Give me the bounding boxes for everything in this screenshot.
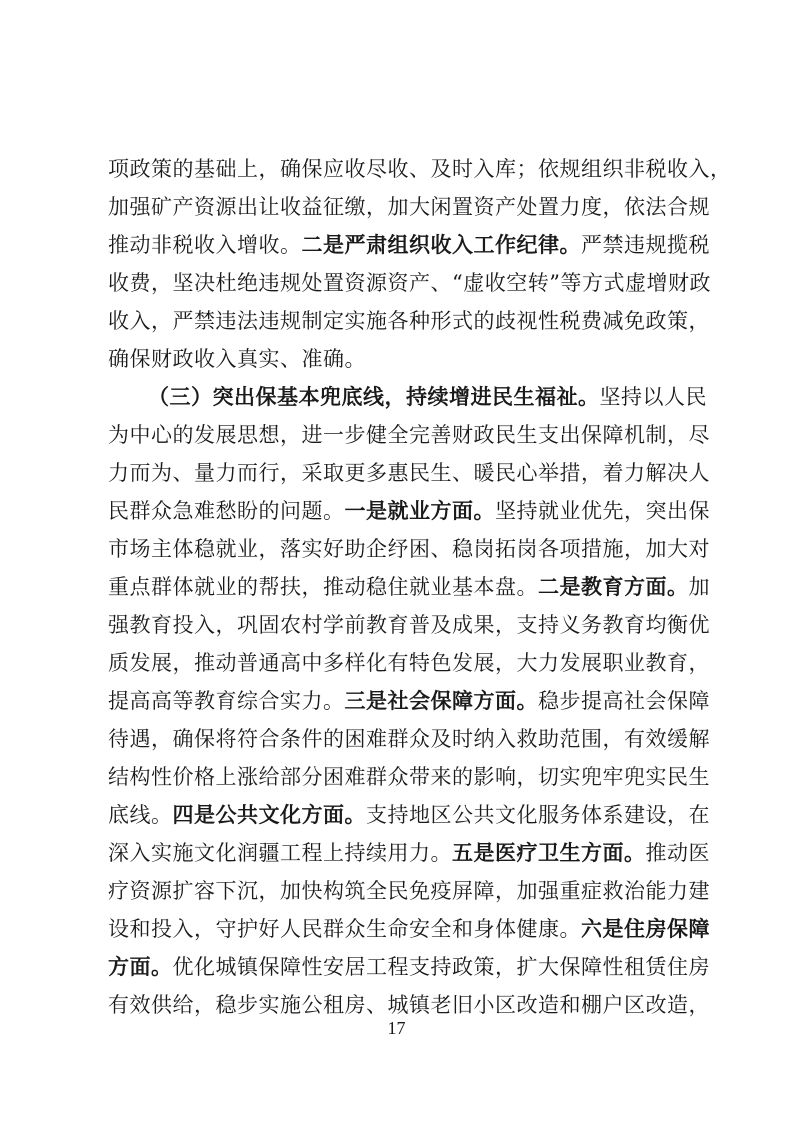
text-line (108, 568, 710, 606)
text-line (108, 302, 710, 340)
body-text-span: 待遇，确保将符合条件的困难群众及时纳入救助范围，有效缓解 (108, 727, 710, 751)
text-line (108, 264, 711, 302)
text-line (108, 416, 710, 454)
page-number: 17 (387, 1018, 406, 1038)
body-text-span: 设和投入，守护好人民群众生命安全和身体健康。 (108, 917, 581, 941)
body-text-span: 支持地区公共文化服务体系建设，在 (366, 803, 710, 827)
body-text-span: 重点群体就业的帮扶，推动稳住就业基本盘。 (108, 575, 538, 599)
text-line (108, 872, 710, 910)
text-line (108, 644, 710, 682)
text-line (108, 606, 710, 644)
body-text-span: 确保财政收入真实、准确。 (108, 347, 366, 371)
bold-heading-text: 四是公共文化方面。 (172, 803, 366, 827)
body-text-span: 质发展，推动普通高中多样化有特色发展，大力发展职业教育， (108, 651, 710, 675)
text-line (108, 682, 710, 720)
body-text-span: 疗资源扩容下沉，加快构筑全民免疫屏障，加强重症救治能力建 (108, 879, 710, 903)
body-text-span: 为中心的发展思想，进一步健全完善财政民生支出保障机制，尽 (108, 423, 710, 447)
bold-heading-text: 一是就业方面。 (344, 499, 495, 523)
text-line (108, 758, 710, 796)
text-line (108, 948, 710, 986)
body-text-span: 结构性价格上涨给部分困难群众带来的影响，切实兜牢兜实民生 (108, 765, 710, 789)
body-text-span: 优化城镇保障性安居工程支持政策，扩大保障性租赁住房 (172, 955, 710, 979)
bold-heading-text: 二是严肃组织收入工作纪律。 (301, 233, 581, 257)
body-text-span: 强教育投入，巩固农村学前教育普及成果，支持义务教育均衡优 (108, 613, 710, 637)
body-text-span: 收费，坚决杜绝违规处置资源资产、“虚收空转”等方式虚增财政 (108, 271, 711, 295)
bold-heading-text: 五是医疗卫生方面。 (452, 841, 646, 865)
body-text (108, 150, 732, 1024)
body-text-span: 推动医 (645, 841, 710, 865)
body-text-span: 加 (688, 575, 710, 599)
body-text-span: 推动非税收入增收。 (108, 233, 302, 257)
text-line (108, 720, 710, 758)
text-line (108, 910, 710, 948)
body-text-span: 稳步提高社会保障 (538, 689, 710, 713)
text-line (108, 454, 710, 492)
bold-heading-text: 六是住房保障 (581, 917, 710, 941)
body-text-span: 市场主体稳就业，落实好助企纾困、稳岗拓岗各项措施，加大对 (108, 537, 710, 561)
body-text-span: 项政策的基础上，确保应收尽收、及时入库；依规组织非税收入， (108, 157, 732, 181)
body-text-span: 加强矿产资源出让收益征缴，加大闲置资产处置力度，依法合规 (108, 195, 710, 219)
body-text-span: 民群众急难愁盼的问题。 (108, 499, 345, 523)
body-text-span: 深入实施文化润疆工程上持续用力。 (108, 841, 452, 865)
text-line (108, 340, 698, 378)
bold-heading-text: 二是教育方面。 (538, 575, 689, 599)
bold-heading-text: 方面。 (108, 955, 173, 979)
text-line (108, 226, 710, 264)
body-text-span: 底线。 (108, 803, 173, 827)
body-text-span: 严禁违规揽税 (581, 233, 710, 257)
body-text-span: 力而为、量力而行，采取更多惠民生、暖民心举措，着力解决人 (108, 461, 710, 485)
text-line (108, 796, 710, 834)
body-text-span: 坚持以人民 (599, 385, 707, 409)
text-line (108, 150, 732, 188)
bold-heading-text: 三是社会保障方面。 (344, 689, 538, 713)
text-line (108, 378, 707, 416)
text-line (108, 492, 710, 530)
text-line (108, 530, 710, 568)
body-text-span: 有效供给，稳步实施公租房、城镇老旧小区改造和棚户区改造， (108, 993, 710, 1017)
bold-heading-text: （三）突出保基本兜底线，持续增进民生福祉。 (148, 385, 600, 409)
body-text-span: 坚持就业优先，突出保 (495, 499, 710, 523)
text-line (108, 188, 710, 226)
body-text-span: 提高高等教育综合实力。 (108, 689, 345, 713)
body-text-span: 收入，严禁违法违规制定实施各种形式的歧视性税费减免政策， (108, 309, 710, 333)
text-line (108, 834, 710, 872)
